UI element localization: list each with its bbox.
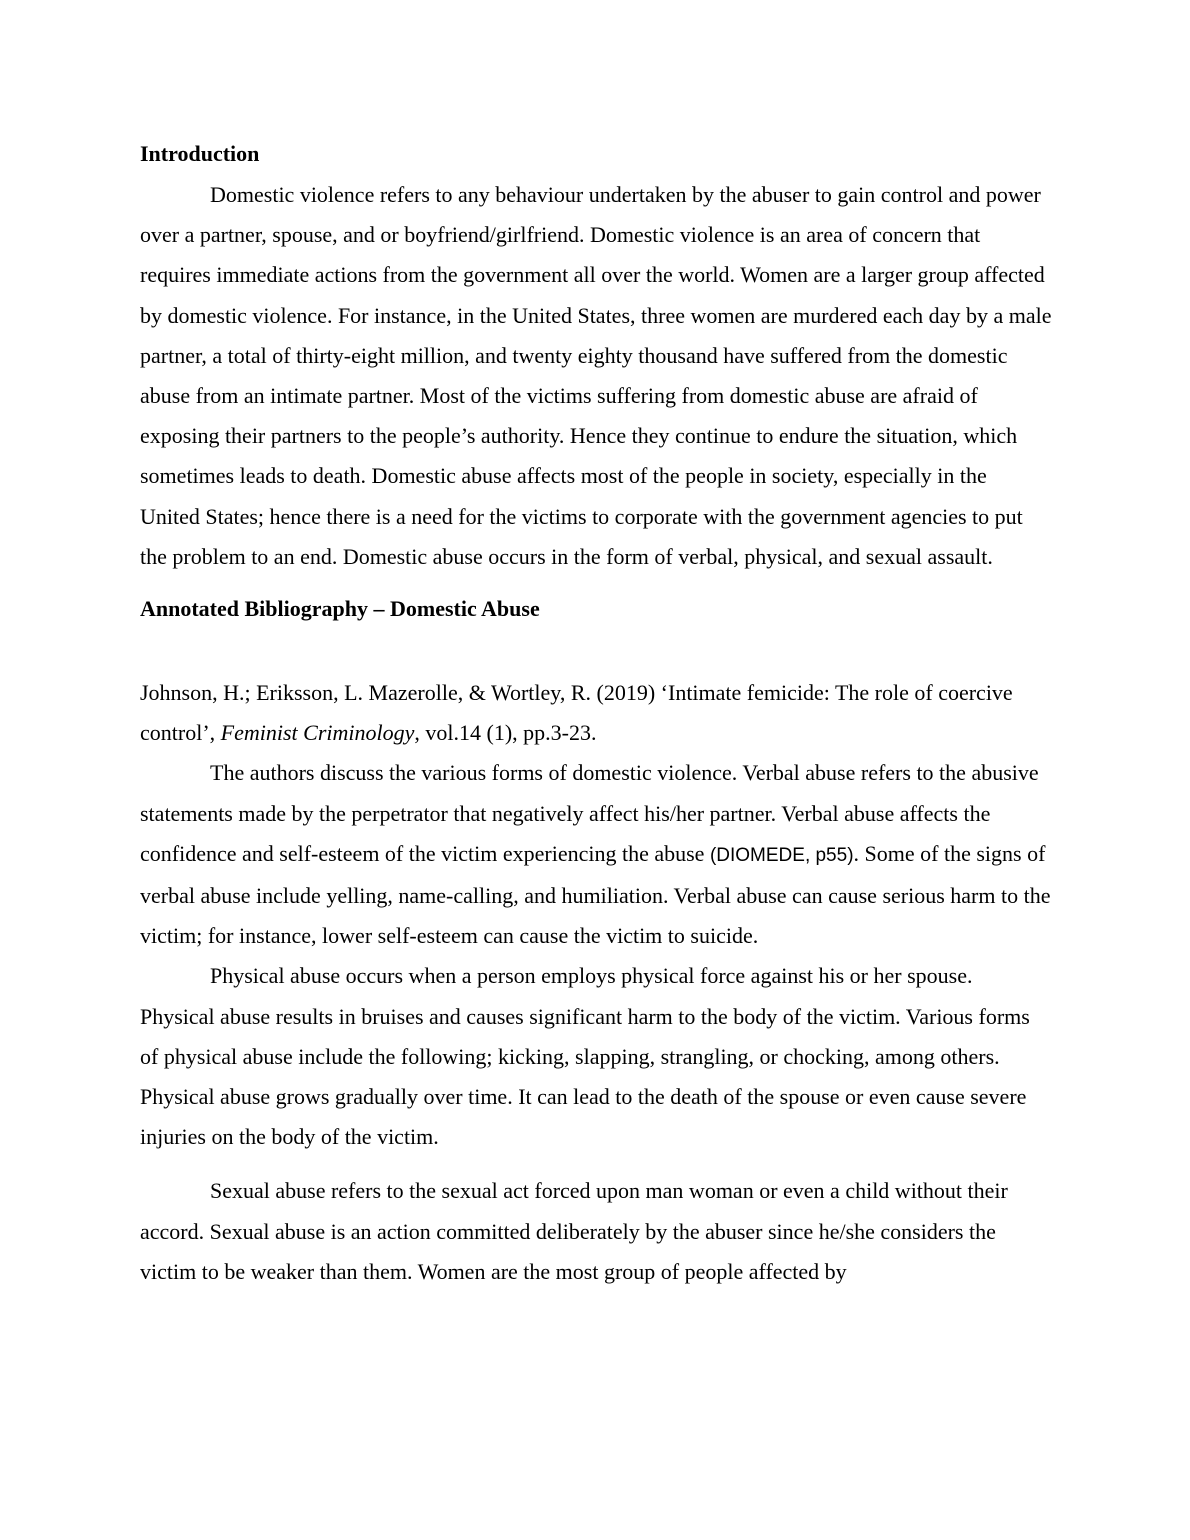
sexual-abuse-paragraph: Sexual abuse refers to the sexual act forced upon man woman or even a child without their accord. Sexual abuse is an action committed deliberately by the abuser since he/she considers the victim to be weaker than them. Women are the most group of people affected by — [140, 1178, 1008, 1284]
introduction-paragraph: Domestic violence refers to any behaviour undertaken by the abuser to gain control and power over a partner, spouse, and or boyfriend/girlfriend. Domestic violence is an area of concern that requires immediate actions from the government all over the world. Women are a larger group affected by domestic violence. For instance, in the United States, three women are murdered each day by a male partner, a total of thirty-eight million, and twenty eighty thousand have suffered from the domestic abuse from an intimate partner. Most of the victims suffering from domestic abuse are afraid of exposing their partners to the people’s authority. Hence they continue to endure the situation, which sometimes leads to death. Domestic abuse affects most of the people in society, especially in the United States; hence there is a need for the victims to corporate with the government agencies to put the problem to an end. Domestic abuse occurs in the form of verbal, physical, and sexual assault. — [140, 182, 1052, 569]
section-heading-annotated-bibliography: Annotated Bibliography – Domestic Abuse — [140, 596, 540, 622]
verbal-abuse-text-after: . Some of the signs of verbal abuse include yelling, name-calling, and humiliation. Verbal abuse can cause serious harm to the victim; for instance, lower self-esteem can cause the victim to suicide. — [140, 840, 1051, 949]
verbal-abuse-text: The authors discuss the various forms of domestic violence. Verbal abuse refers to the abusive statements made by the perpetrator that negatively affect his/her partner. Verbal abuse affects the confidence and self-esteem of the victim experiencing the abuse — [140, 760, 1039, 866]
bibliography-reference — [140, 673, 1052, 753]
reference-authors-title: Johnson, H.; Eriksson, L. Mazerolle, & Wortley, R. (2019) ‘Intimate femicide: The role of coercive control’, — [140, 680, 1013, 746]
verbal-abuse-paragraph — [140, 753, 1052, 956]
reference-journal: Feminist Criminology — [220, 720, 415, 746]
document-body — [140, 138, 1052, 1292]
section-heading-introduction: Introduction — [140, 141, 260, 166]
reference-details: , vol.14 (1), pp.3-23. — [414, 720, 597, 746]
physical-abuse-paragraph: Physical abuse occurs when a person employs physical force against his or her spouse. Physical abuse results in bruises and causes significant harm to the body of the victim. Various forms of physical abuse include the following; kicking, slapping, strangling, or chocking, among others. Physical abuse grows gradually over time. It can lead to the death of the spouse or even cause severe injuries on the body of the victim. — [140, 963, 1030, 1150]
in-text-citation: (DIOMEDE, p55) — [709, 844, 854, 866]
